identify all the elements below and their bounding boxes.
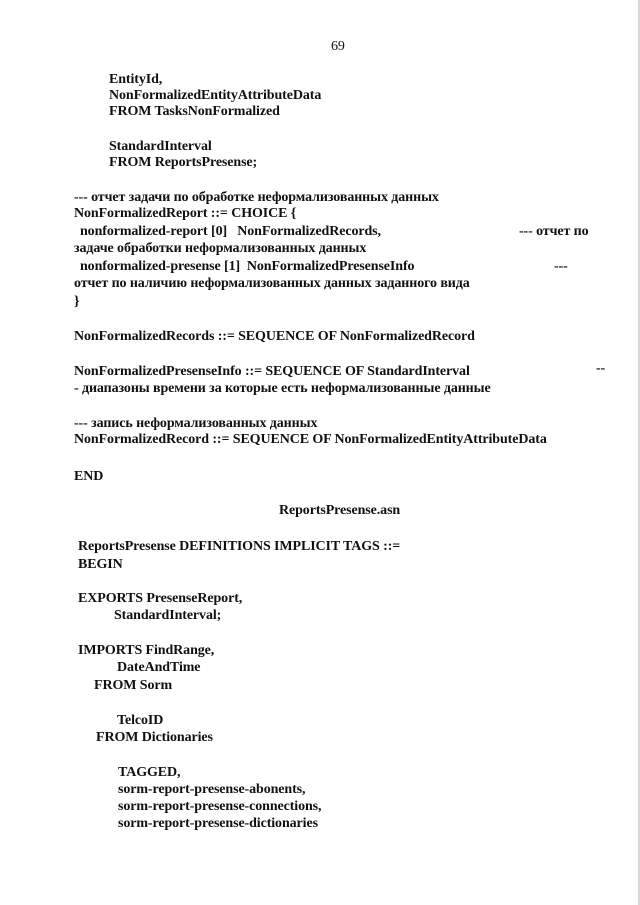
code-line: nonformalized-report [0] NonFormalizedRecords, [80,224,381,239]
code-line: FROM Dictionaries [96,730,213,745]
comment-fragment: --- [554,259,568,274]
code-line: TAGGED, [118,765,181,780]
code-line: END [74,469,104,484]
comment-line: задаче обработки неформализованных данных [74,241,367,256]
code-line: DateAndTime [117,660,201,675]
code-line: NonFormalizedReport ::= CHOICE { [74,206,297,221]
comment-line: отчет по наличию неформализованных данных заданного вида [74,276,470,291]
code-line: } [74,294,80,309]
code-line: sorm-report-presense-abonents, [118,782,306,797]
comment-line: --- отчет задачи по обработке неформализованных данных [74,190,439,205]
code-line: IMPORTS FindRange, [78,643,215,658]
code-line: StandardInterval [109,139,212,154]
code-line: FROM Sorm [94,678,173,693]
code-line: BEGIN [78,557,123,572]
section-heading: ReportsPresense.asn [279,503,401,518]
code-line: NonFormalizedRecords ::= SEQUENCE OF NonFormalizedRecord [74,329,475,344]
code-line: sorm-report-presense-connections, [118,799,322,814]
comment-line: --- запись неформализованных данных [74,416,318,431]
code-line: NonFormalizedRecord ::= SEQUENCE OF NonFormalizedEntityAttributeData [74,432,547,447]
code-line: ReportsPresense DEFINITIONS IMPLICIT TAGS ::= [78,539,401,554]
code-line: StandardInterval; [114,608,222,623]
comment-fragment: -- [596,361,606,376]
code-line: nonformalized-presense [1] NonFormalizedPresenseInfo [80,259,415,274]
code-line: EntityId, [109,72,163,87]
comment-fragment: --- отчет по [519,224,589,239]
code-line: TelcoID [117,713,164,728]
comment-line: - диапазоны времени за которые есть неформализованные данные [74,381,491,396]
code-line: FROM ReportsPresense; [109,155,258,170]
code-line: NonFormalizedPresenseInfo ::= SEQUENCE OF StandardInterval [74,364,470,379]
code-line: NonFormalizedEntityAttributeData [109,88,322,103]
code-line: EXPORTS PresenseReport, [78,591,243,606]
code-line: FROM TasksNonFormalized [109,104,280,119]
page-number: 69 [331,39,345,54]
code-line: sorm-report-presense-dictionaries [118,816,318,831]
